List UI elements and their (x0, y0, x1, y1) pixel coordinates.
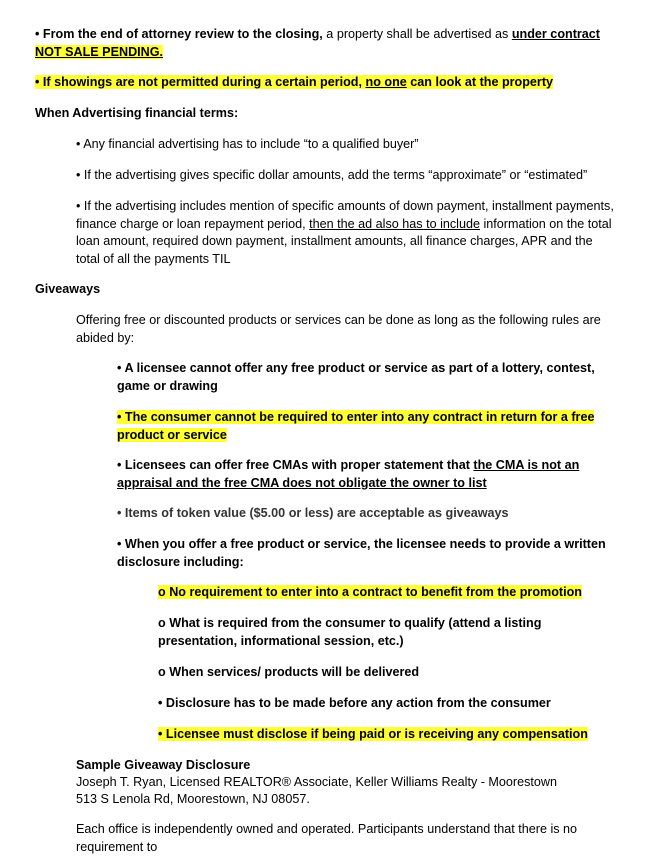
closing-mid: a property shall be advertised as (322, 27, 512, 41)
disclosure-sub-5-text: • Licensee must disclose if being paid or is receiving any compensation (158, 727, 588, 741)
showings-no-one: no one (365, 75, 407, 89)
giveaway-rule-4: • Items of token value ($5.00 or less) are acceptable as giveaways (117, 506, 509, 520)
heading-financial-terms: When Advertising financial terms: (35, 106, 239, 120)
giveaway-rule-1: • A licensee cannot offer any free product or service as part of a lottery, contest, game or drawing (117, 361, 595, 393)
closing-paragraph: Each office is independently owned and operated. Participants understand that there is no requirement to (76, 822, 578, 854)
disclosure-sub-3: o When services/ products will be delivered (158, 665, 420, 679)
giveaway-rule-5: • When you offer a free product or service, the licensee needs to provide a written disclosure including: (117, 537, 606, 569)
sample-line-2: 513 S Lenola Rd, Moorestown, NJ 08057. (76, 792, 310, 806)
disclosure-sub-5 (158, 726, 618, 744)
heading-giveaways: Giveaways (35, 282, 101, 296)
disclosure-sub-1-text: o No requirement to enter into a contract to benefit from the promotion (158, 585, 582, 599)
under-contract-text: under contract (511, 27, 600, 41)
fin3-underline: then the ad also has to include (309, 216, 480, 231)
giveaway-rule-2-text: • The consumer cannot be required to enter into any contract in return for a free product or service (117, 410, 595, 442)
disclosure-sub-4: • Disclosure has to be made before any action from the consumer (158, 696, 551, 710)
disclosure-sub-1 (158, 584, 618, 602)
g3-underline: the CMA is not an appraisal and the free CMA does not obligate the owner to list (117, 458, 580, 490)
paragraph-under-contract (35, 26, 615, 61)
giveaway-rule-3 (117, 457, 617, 492)
giveaways-intro: Offering free or discounted products or services can be done as long as the following rules are abided by: (76, 313, 601, 345)
showings-c: can look at the property (406, 75, 554, 89)
not-sale-pending-text: NOT SALE PENDING. (35, 44, 164, 59)
giveaway-rule-2 (117, 409, 617, 444)
financial-item-3 (76, 198, 616, 268)
sample-line-1: Joseph T. Ryan, Licensed REALTOR® Associate, Keller Williams Realty - Moorestown (76, 775, 558, 789)
g3-a: • Licensees can offer free CMAs with proper statement that (117, 458, 474, 472)
heading-sample-disclosure: Sample Giveaway Disclosure (76, 758, 251, 772)
financial-item-2: • If the advertising gives specific dollar amounts, add the terms “approximate” or “estimated” (76, 168, 588, 182)
fin3-a: • If the advertising includes mention of specific amounts of down payment, installment payments, finance charge or loan repayment period, (76, 199, 614, 231)
showings-a: • If showings are not permitted during a certain period, (35, 75, 366, 89)
closing-lead: • From the end of attorney review to the closing, (35, 27, 323, 41)
fin3-c: information on the total loan amount, required down payment, installment amounts, all finance charges, APR and the total of all the payments TIL (76, 216, 612, 266)
financial-item-1: • Any financial advertising has to include “to a qualified buyer” (76, 137, 419, 151)
paragraph-showings (35, 74, 615, 92)
disclosure-sub-2: o What is required from the consumer to qualify (attend a listing presentation, informational session, etc.) (158, 616, 542, 648)
